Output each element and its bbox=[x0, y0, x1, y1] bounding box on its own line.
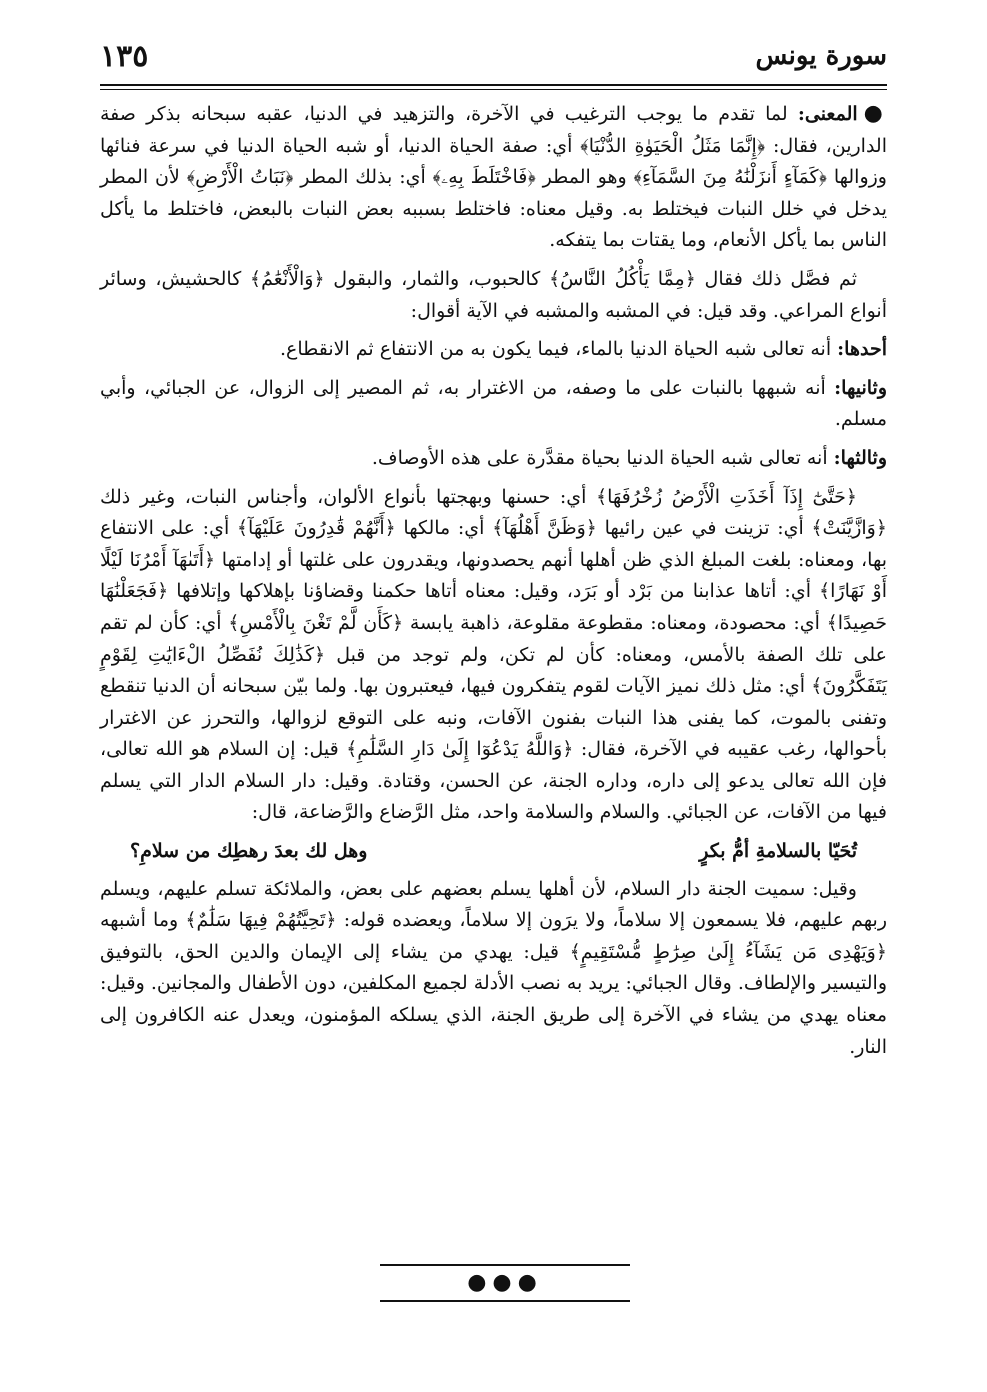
ornament-top-rule bbox=[380, 1264, 630, 1266]
paragraph-verse-explanation: ﴿حَتَّىٰٓ إِذَآ أَخَذَتِ الْأَرْضُ زُخْرُفَهَا﴾ أي: حسنها وبهجتها بأنواع الألوان، وأجناس النبات، وغير ذلك ﴿وَازَّيَّنَتْ﴾ أي: تزينت في عين رائيها ﴿وَظَنَّ أَهْلُهَآ﴾ أي: مالكها ﴿أَنَّهُمْ قَٰدِرُونَ عَلَيْهَآ﴾ أي: على الانتفاع بها، ومعناه: بلغت المبلغ الذي ظن أهلها أنهم يحصدونها، ويقدرون على غلتها أو إدامتها ﴿أَتَىٰهَآ أَمْرُنَا لَيْلًا أَوْ نَهَارًا﴾ أي: أتاها عذابنا من بَرْد أو بَرَد، وقيل: معناه أتاها حكمنا وقضاؤنا بإهلاكها وإتلافها ﴿فَجَعَلْنَٰهَا حَصِيدًا﴾ أي: محصودة، ومعناه: مقطوعة مقلوعة، ذاهبة يابسة ﴿كَأَن لَّمْ تَغْنَ بِالْأَمْسِ﴾ أي: كأن لم تقم على تلك الصفة بالأمس، ومعناه: كأن لم تكن، ولم توجد من قبل ﴿كَذَٰلِكَ نُفَصِّلُ الْءَايَٰتِ لِقَوْمٍ يَتَفَكَّرُونَ﴾ أي: مثل ذلك نميز الآيات لقوم يتفكرون فيها، فيعتبرون بها. ولما بيّن سبحانه أن الدنيا تنقطع وتفنى بالموت، كما يفنى هذا النبات بفنون الآفات، ونبه على التوقع لزوالها، والتحرز عن الاغترار بأحوالها، رغب عقيبه في الآخرة، فقال: ﴿وَاللَّهُ يَدْعُوٓا إِلَىٰ دَارِ السَّلَٰمِ﴾ قيل: إن السلام هو الله تعالى، فإن الله تعالى يدعو إلى داره، وداره الجنة، عن الحسن، وقتادة. وقيل: دار السلام الدار التي يسلم فيها من الآفات، عن الجبائي. والسلام والسلامة واحد، مثل الرَّضاع والرَّضاعة، قال: bbox=[100, 485, 887, 824]
surah-title: سورة يونس bbox=[755, 41, 887, 71]
third-opinion-text: أنه تعالى شبه الحياة الدنيا بحياة مقدَّرة على هذه الأوصاف. bbox=[371, 446, 828, 469]
paragraph-meaning bbox=[100, 98, 887, 257]
poetry-verse bbox=[100, 836, 887, 868]
poem-first-hemistich: تُحَيّا بالسلامةِ أمُّ بكرٍ bbox=[699, 840, 857, 863]
paragraph-dar-assalam: وقيل: سميت الجنة دار السلام، لأن أهلها يسلم بعضهم على بعض، والملائكة تسلم عليهم، ويسلم ربهم عليهم، فلا يسمعون إلا سلاماً، ولا يرَون إلا سلاماً، ويعضده قوله: ﴿تَحِيَّتُهُمْ فِيهَا سَلَٰمٌ﴾ وما أشبهه ﴿وَيَهْدِى مَن يَشَآءُ إِلَىٰ صِرَٰطٍ مُّسْتَقِيمٍ﴾ قيل: يهدي من يشاء إلى الإيمان والدين الحق، بالتوفيق والتيسير والإلطاف. وقال الجبائي: يريد به نصب الأدلة لجميع المكلفين، دون الأطفال والمجانين. وقيل: معناه يهدي من يشاء في الآخرة إلى طريق الجنة، الذي يسلكه المؤمنون، ويعدل عنه الكافرون إلى النار. bbox=[100, 877, 887, 1058]
page-number: ١٣٥ bbox=[100, 38, 149, 74]
paragraph-third-opinion bbox=[100, 443, 887, 475]
paragraph-first-opinion bbox=[100, 334, 887, 366]
bullet-icon: ● bbox=[863, 101, 887, 126]
three-dots-icon: ●●● bbox=[467, 1270, 543, 1295]
paragraph-second-opinion bbox=[100, 373, 887, 436]
header-divider bbox=[100, 84, 887, 90]
ornament-bottom-rule bbox=[380, 1300, 630, 1302]
first-opinion-text: أنه تعالى شبه الحياة الدنيا بالماء، فيما يكون به من الانتفاع ثم الانقطاع. bbox=[279, 338, 832, 361]
paragraph-detail: ثم فصَّل ذلك فقال ﴿مِمَّا يَأْكُلُ النَّاسُ﴾ كالحبوب، والثمار، والبقول ﴿وَالْأَنْعَٰمُ﴾ كالحشيش، وسائر أنواع المراعي. وقد قيل: في المشبه والمشبه في الآية أقوال: bbox=[100, 267, 887, 322]
page-header bbox=[100, 30, 887, 82]
second-opinion-label: وثانيها: bbox=[834, 376, 888, 399]
third-opinion-label: وثالثها: bbox=[833, 446, 887, 469]
meaning-label: المعنى: bbox=[797, 103, 858, 125]
first-opinion-label: أحدها: bbox=[837, 338, 887, 361]
commentary-body bbox=[100, 98, 887, 1278]
poem-second-hemistich: وهل لك بعدَ رهطِك من سلامِ؟ bbox=[130, 840, 368, 863]
second-opinion-text: أنه شبهها بالنبات على ما وصفه، من الاغترار به، ثم المصير إلى الزوال، عن الجبائي، وأبي مسلم. bbox=[100, 376, 887, 431]
meaning-text: لما تقدم ما يوجب الترغيب في الآخرة، والتزهيد في الدنيا، عقبه سبحانه بذكر صفة الدارين، فقال: ﴿إِنَّمَا مَثَلُ الْحَيَوٰةِ الدُّنْيَا﴾ أي: صفة الحياة الدنيا، أو شبه الحياة الدنيا في سرعة فنائها وزوالها ﴿كَمَآءٍ أَنزَلْنَٰهُ مِنَ السَّمَآءِ﴾ وهو المطر ﴿فَاخْتَلَطَ بِهِۦ﴾ أي: بذلك المطر ﴿نَبَاتُ الْأَرْضِ﴾ لأن المطر يدخل في خلل النبات فيختلط به. وقيل معناه: فاختلط بسببه بعض النبات بالبعض، فاختلط ما يأكل الناس بما يأكل الأنعام، وما يقتات بما يتفكه. bbox=[100, 103, 887, 252]
end-ornament bbox=[380, 1262, 630, 1304]
